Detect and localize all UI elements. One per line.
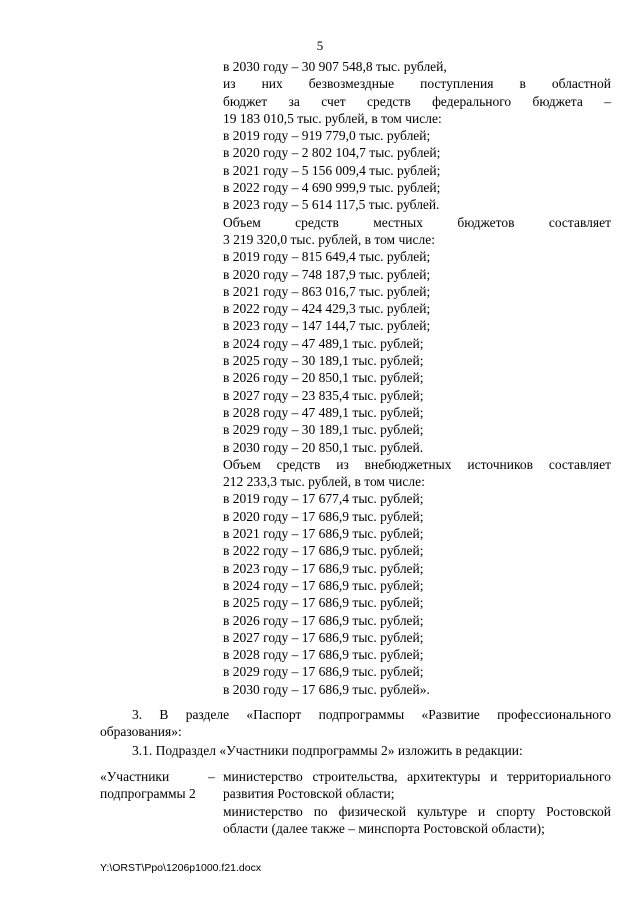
column-line: в 2027 году – 23 835,4 тыс. рублей; [223,387,424,403]
participants-label-line-1: «Участники [100,769,170,784]
column-line: в 2026 году – 20 850,1 тыс. рублей; [223,370,424,386]
column-line: в 2024 году – 47 489,1 тыс. рублей; [223,335,424,351]
column-line: в 2029 году – 17 686,9 тыс. рублей; [223,664,424,680]
column-line: в 2027 году – 17 686,9 тыс. рублей; [223,629,424,645]
participants-dash: – [208,769,215,784]
column-line: в 2022 году – 424 429,3 тыс. рублей; [223,301,431,317]
page-number: 5 [316,38,324,53]
column-line: в 2022 году – 17 686,9 тыс. рублей; [223,543,424,559]
column-line: 3 219 320,0 тыс. рублей, в том числе: [223,231,435,247]
column-line: в 2022 году – 4 690 999,9 тыс. рублей; [223,180,441,196]
column-line: в 2020 году – 17 686,9 тыс. рублей; [223,508,424,524]
column-line: в 2024 году – 17 686,9 тыс. рублей; [223,577,424,593]
footer-file-path: Y:\ORST\Ppo\1206p1000.f21.docx [100,862,262,874]
column-line: в 2019 году – 815 649,4 тыс. рублей; [223,249,431,265]
participants-text-line-3: министерство по физической культуре и спорту Ростовской [223,803,611,819]
column-line: в 2029 году – 30 189,1 тыс. рублей; [223,422,424,438]
column-line: в 2021 году – 17 686,9 тыс. рублей; [223,526,424,542]
column-line: в 2020 году – 2 802 104,7 тыс. рублей; [223,145,441,161]
section-3-line-1: 3. В разделе «Паспорт подпрограммы «Развитие профессионального [132,707,611,722]
column-line: Объем средств местных бюджетов составляет [223,214,611,230]
column-line: в 2023 году – 5 614 117,5 тыс. рублей. [223,197,440,213]
column-line: в 2028 году – 17 686,9 тыс. рублей; [223,647,424,663]
section-3-line-2: образования»: [100,724,182,740]
column-line: из них безвозмездные поступления в областной [223,76,611,92]
column-line: Объем средств из внебюджетных источников составляет [223,456,611,472]
section-3-paragraph [100,706,611,741]
participants-text-line-4: области (далее также – минспорта Ростовской области); [223,820,545,836]
column-line: в 2025 году – 30 189,1 тыс. рублей; [223,353,424,369]
column-line: бюджет за счет средств федерального бюджета – [223,93,611,109]
column-line: 212 233,3 тыс. рублей, в том числе: [223,474,425,490]
column-line: в 2020 году – 748 187,9 тыс. рублей; [223,266,431,282]
participants-text-line-2: развития Ростовской области; [223,786,395,802]
participants-label [100,768,200,803]
column-line: в 2025 году – 17 686,9 тыс. рублей; [223,595,424,611]
column-line: 19 183 010,5 тыс. рублей, в том числе: [223,110,442,126]
column-line: в 2030 году – 30 907 548,8 тыс. рублей, [223,59,447,74]
participants-text-line-1: министерство строительства, архитектуры и территориального [223,769,611,784]
participants-label-line-2: подпрограммы 2 [100,786,196,802]
column-line: в 2021 году – 5 156 009,4 тыс. рублей; [223,162,441,178]
column-line: в 2019 году – 919 779,0 тыс. рублей; [223,128,431,144]
column-line: в 2019 году – 17 677,4 тыс. рублей; [223,491,424,507]
section-3-1-paragraph: 3.1. Подраздел «Участники подпрограммы 2» изложить в редакции: [132,743,523,758]
column-line: в 2021 году – 863 016,7 тыс. рублей; [223,283,431,299]
column-line: в 2023 году – 147 144,7 тыс. рублей; [223,318,431,334]
participants-text [223,768,611,837]
column-line: в 2030 году – 17 686,9 тыс. рублей». [223,681,430,697]
column-line: в 2028 году – 47 489,1 тыс. рублей; [223,404,424,420]
column-line: в 2026 году – 17 686,9 тыс. рублей; [223,612,424,628]
financing-column [223,58,611,698]
column-line: в 2030 году – 20 850,1 тыс. рублей. [223,439,424,455]
column-line: в 2023 году – 17 686,9 тыс. рублей; [223,560,424,576]
